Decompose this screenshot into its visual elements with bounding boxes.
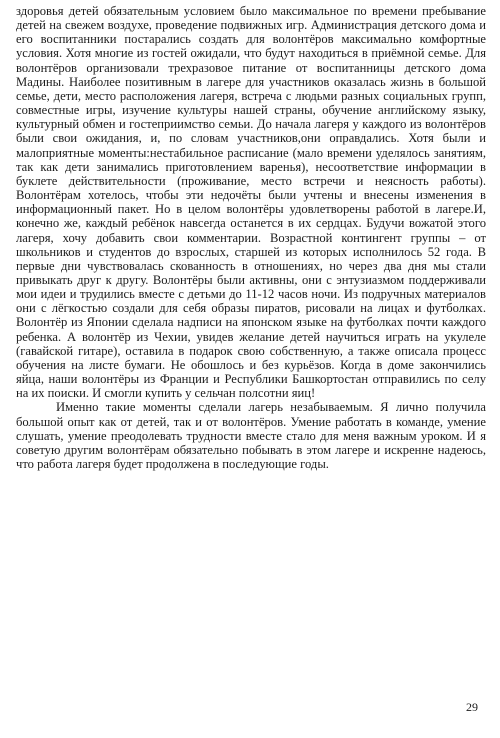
body-paragraph-1: здоровья детей обязательным условием было максимальное по времени пребывание детей на свежем воздухе, проведение подвижных игр. Администрация детского дома и его воспитанники постарались создать для волонтёров максимально комфортные условия. Хотя многие из гостей ожидали, что будут находиться в приёмной семье. Для волонтёров организовали трехразовое питание от воспитанницы детского дома Мадины. Наиболее позитивным в лагере для участников оказалась жизнь в большой семье, дети, место расположения лагеря, встреча с людьми разных социальных групп, совместные игры, изучение культуры нашей страны, обучение английскому языку, культурный обмен и гостеприимство семьи. До начала лагеря у каждого из волонтёров были свои ожидания, и, по словам участников,они оправдались. Хотя были и малоприятные моменты:нестабильное расписание (мало времени уделялось занятиям, так как дети занимались приготовлением варенья), несоответствие информации в буклете действительности (проживание, место встречи и неясность работы). Волонтёрам хотелось, чтобы эти недочёты были учтены и внесены изменения в информационный пакет. Но в целом волонтёры удовлетворены работой в лагере.И, конечно же, каждый ребёнок навсегда останется в их сердцах. Будучи вожатой этого лагеря, хочу добавить свои комментарии. Возрастной контингент группы – от школьников и студентов до взрослых, старшей из которых исполнилось 52 года. В первые дни чувствовалась скованность в отношениях, но через два дня мы стали привыкать друг к другу. Волонтёры были активны, они с энтузиазмом поддерживали мои идеи и трудились вместе с детьми до 11-12 часов ночи. Из подручных материалов они с лёгкостью создали для себя образы пиратов, рисовали на лицах и футболках. Волонтёр из Японии сделала надписи на японском языке на футболках почти каждого ребенка. А волонтёр из Чехии, увидев желание детей научиться играть на укулеле (гавайской гитаре), оставила в подарок свою собственную, а также описала процесс обучения на листе бумаги. Не обошлось и без курьёзов. Когда в доме закончились яйца, наши волонтёры из Франции и Республики Башкортостан отправились по селу на их поиски. И смогли купить у сельчан полсотни яиц! xyxy=(16,4,486,401)
page-number: 29 xyxy=(466,700,478,714)
body-paragraph-2: Именно такие моменты сделали лагерь незабываемым. Я лично получила большой опыт как от детей, так и от волонтёров. Умение работать в команде, умение слушать, умение преодолевать трудности вместе стало для меня важным уроком. И я советую другим волонтёрам обязательно побывать в этом лагере и искренне надеюсь, что работа лагеря будет продолжена в последующие годы. xyxy=(16,400,486,471)
